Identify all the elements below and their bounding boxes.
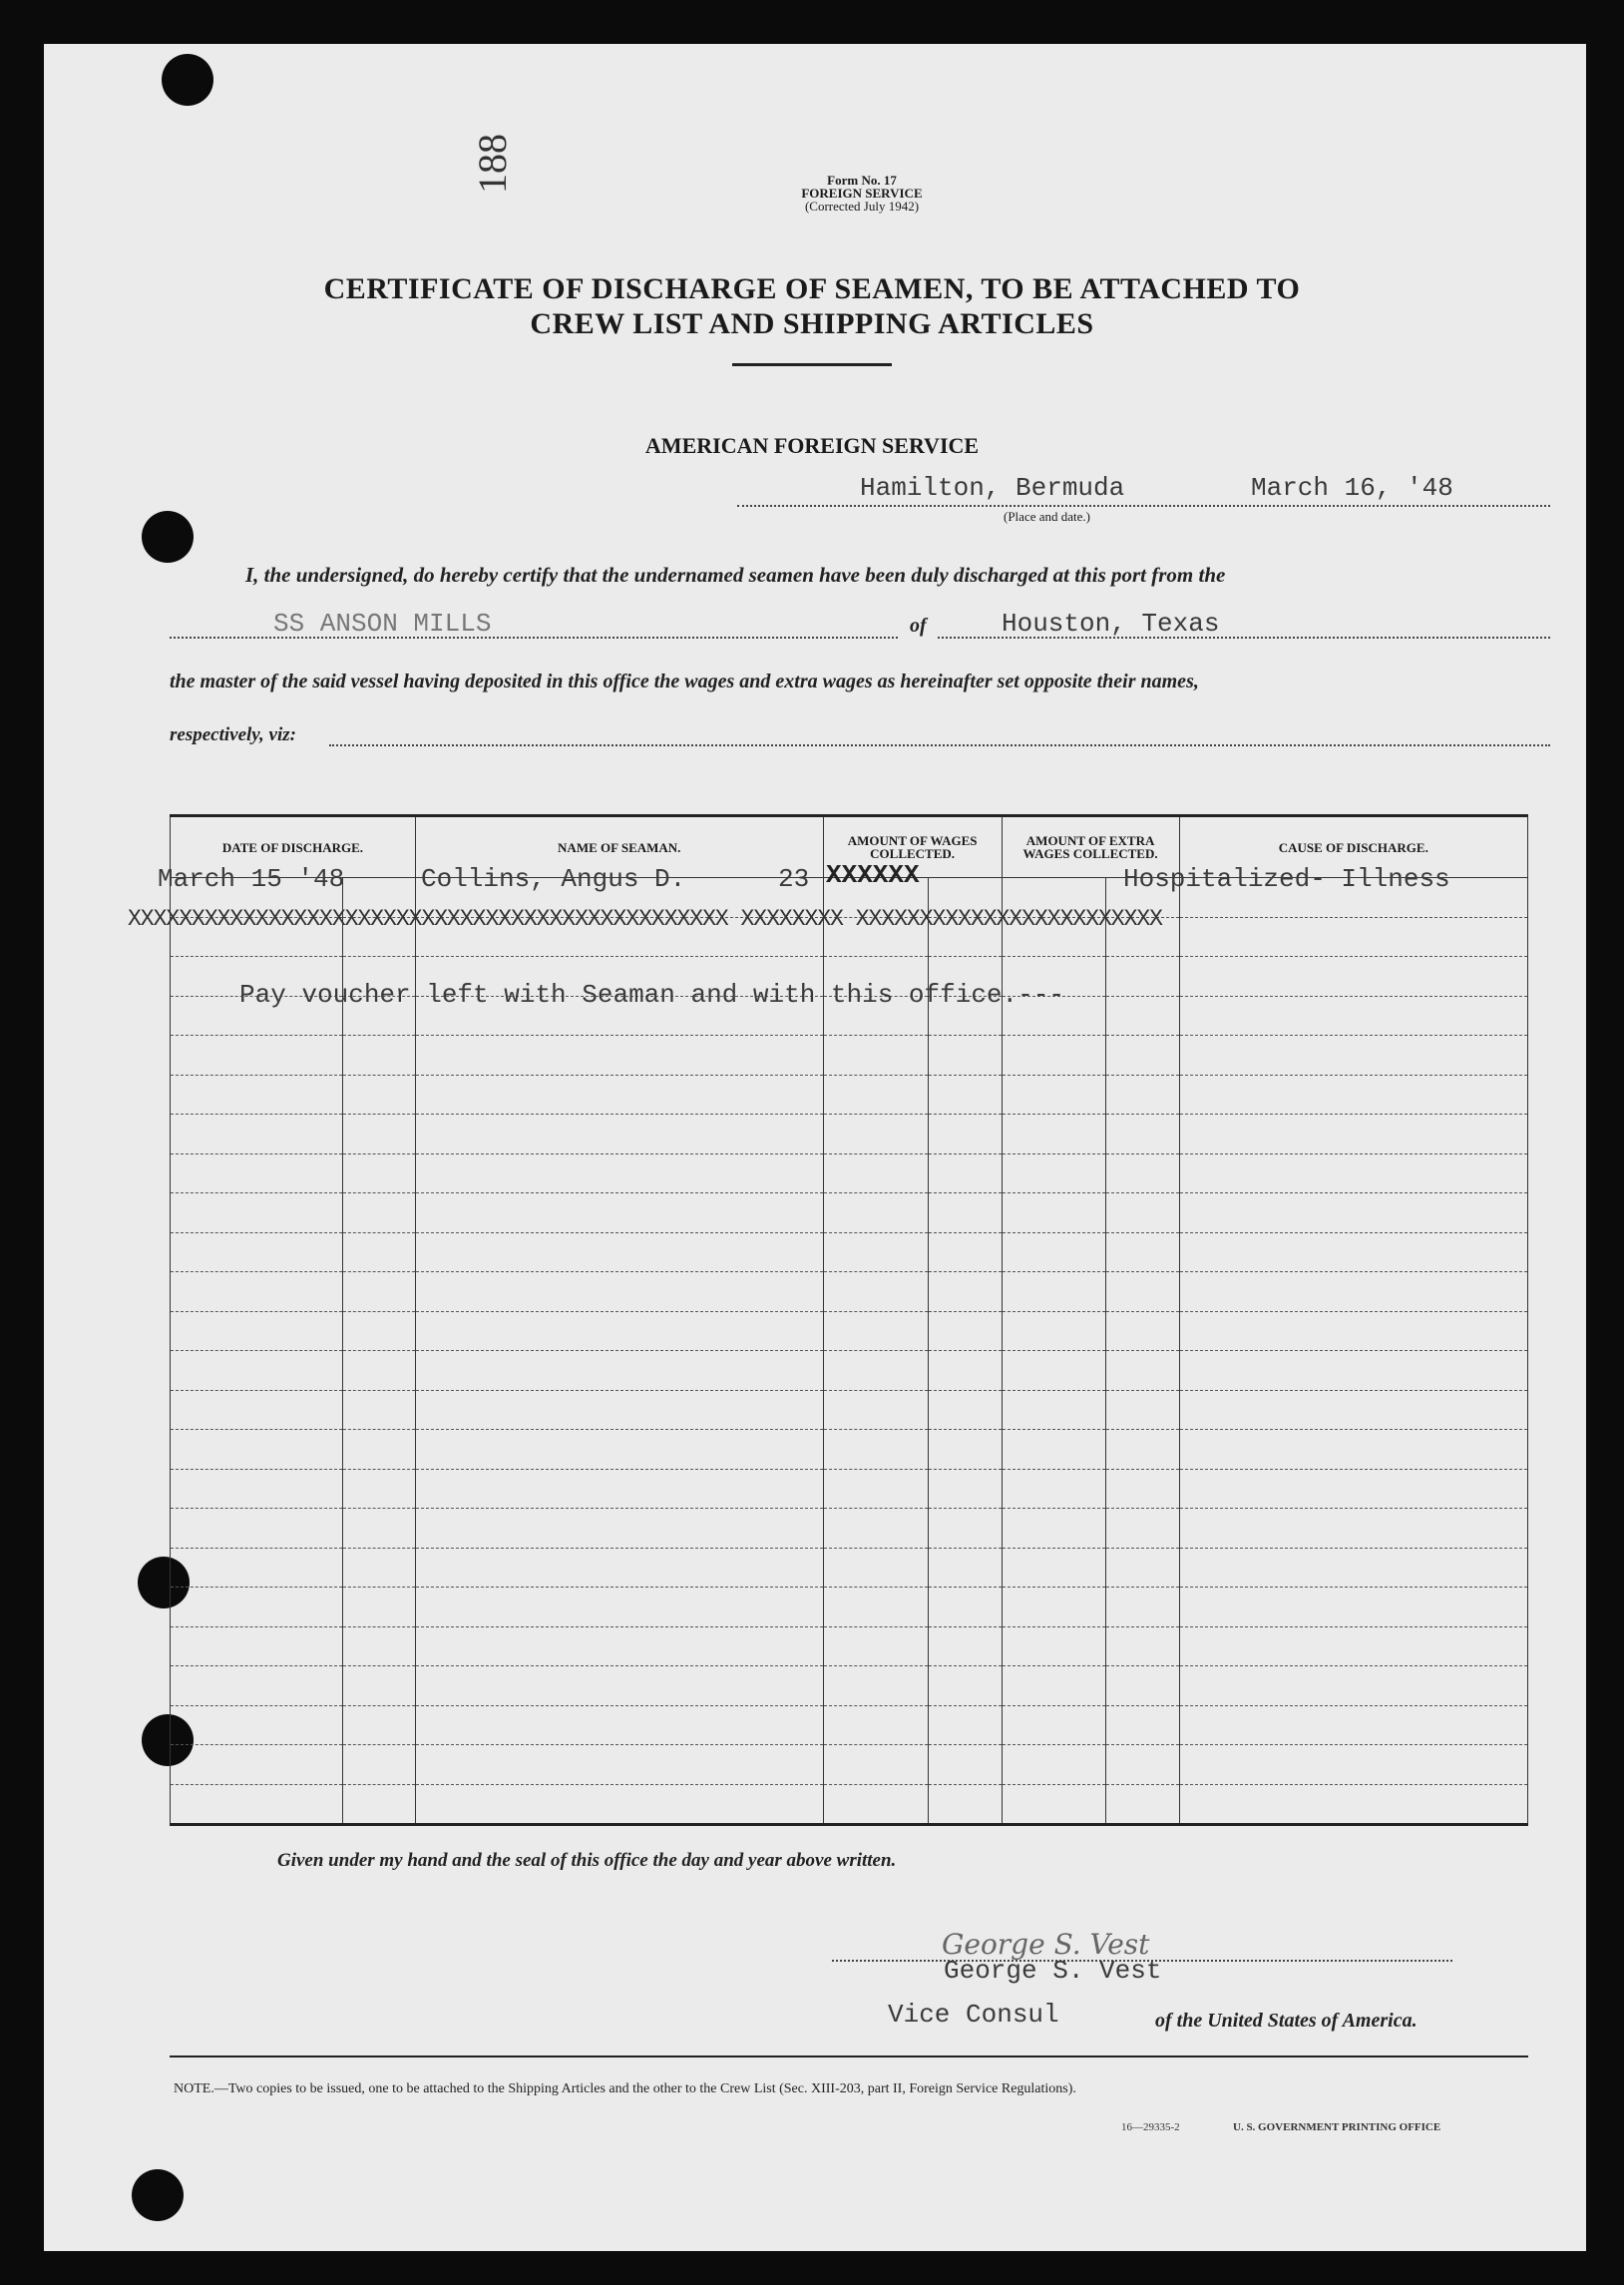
table-cell <box>342 1745 415 1785</box>
table-cell <box>1002 1232 1106 1272</box>
table-cell <box>171 1626 343 1666</box>
certify-text: I, the undersigned, do hereby certify that the undernamed seamen have been duly discharged at this port from the <box>245 563 1226 587</box>
table-cell <box>342 1666 415 1706</box>
strike-out-row: XXXXXXXXXXXXXXXXXXXXXXXXXXXXXXXXXXXXXXXXXXXXXXX XXXXXXXX XXXXXXXXXXXXXXXXXXXXXXXX <box>128 906 1162 932</box>
table-cell <box>1179 1626 1527 1666</box>
signature: George S. Vest <box>942 1928 1150 1961</box>
table-cell <box>929 1705 1002 1745</box>
table-cell <box>1002 1075 1106 1115</box>
table-cell <box>1179 1351 1527 1391</box>
table-cell <box>171 1115 343 1154</box>
table-cell <box>1179 1153 1527 1193</box>
table-row <box>171 1548 1528 1588</box>
table-cell <box>823 1469 929 1509</box>
table-row <box>171 1666 1528 1706</box>
table-cell <box>1106 1666 1179 1706</box>
table-cell <box>1179 1469 1527 1509</box>
table-cell <box>929 1469 1002 1509</box>
entry-name: Collins, Angus D. <box>421 864 686 894</box>
given-under-hand: Given under my hand and the seal of this office the day and year above written. <box>277 1850 897 1871</box>
table-cell <box>342 1509 415 1549</box>
table-cell <box>1179 957 1527 997</box>
table-cell <box>823 1548 929 1588</box>
table-cell <box>415 1430 823 1470</box>
table-cell <box>1179 1036 1527 1076</box>
table-cell <box>171 1588 343 1627</box>
typed-name: George S. Vest <box>944 1956 1162 1986</box>
table-cell <box>415 1075 823 1115</box>
table-cell <box>171 1666 343 1706</box>
printer-code: 16—29335-2 <box>1121 2121 1180 2133</box>
table-cell <box>415 1745 823 1785</box>
table-cell <box>342 1115 415 1154</box>
table-cell <box>171 1153 343 1193</box>
printer-name: U. S. GOVERNMENT PRINTING OFFICE <box>1233 2121 1441 2133</box>
punch-hole <box>132 2169 184 2221</box>
title-rule <box>732 363 892 366</box>
table-row <box>171 1430 1528 1470</box>
table-cell <box>1002 1153 1106 1193</box>
table-cell <box>415 1509 823 1549</box>
table-cell <box>823 1390 929 1430</box>
table-cell <box>1106 1272 1179 1312</box>
table-cell <box>415 1705 823 1745</box>
table-cell <box>171 1509 343 1549</box>
home-port: Houston, Texas <box>1002 609 1220 639</box>
table-cell <box>1106 1390 1179 1430</box>
table-cell <box>171 1232 343 1272</box>
table-cell <box>1179 917 1527 957</box>
table-row <box>171 1705 1528 1745</box>
form-service: FOREIGN SERVICE <box>801 186 923 201</box>
table-cell <box>415 1311 823 1351</box>
table-cell <box>1106 1588 1179 1627</box>
table-cell <box>171 1272 343 1312</box>
table-cell <box>1106 1075 1179 1115</box>
table-row <box>171 1115 1528 1154</box>
table-cell <box>1179 996 1527 1036</box>
of-label: of <box>910 615 927 637</box>
table-cell <box>1179 1115 1527 1154</box>
table-cell <box>342 1351 415 1391</box>
table-cell <box>415 1351 823 1391</box>
table-cell <box>415 1469 823 1509</box>
table-cell <box>342 1153 415 1193</box>
footer-rule <box>170 2056 1528 2057</box>
table-cell <box>1179 1311 1527 1351</box>
table-cell <box>342 1311 415 1351</box>
table-cell <box>823 1075 929 1115</box>
header-date: DATE OF DISCHARGE. <box>171 816 416 878</box>
table-cell <box>1002 1115 1106 1154</box>
discharge-certificate-page <box>44 44 1586 2251</box>
table-cell <box>1002 1745 1106 1785</box>
table-cell <box>1106 1745 1179 1785</box>
table-cell <box>1002 1036 1106 1076</box>
table-cell <box>929 1666 1002 1706</box>
table-cell <box>929 1745 1002 1785</box>
table-cell <box>929 1153 1002 1193</box>
title-line-2: CREW LIST AND SHIPPING ARTICLES <box>530 307 1094 340</box>
entry-date: March 15 '48 <box>158 864 345 894</box>
table-cell <box>1179 1548 1527 1588</box>
table-cell <box>929 1351 1002 1391</box>
table-cell <box>342 1272 415 1312</box>
table-cell <box>1002 1311 1106 1351</box>
table-cell <box>1002 1784 1106 1825</box>
table-cell <box>1002 1548 1106 1588</box>
note-text: NOTE.—Two copies to be issued, one to be attached to the Shipping Articles and the other to the Crew List (Sec. XIII-203, part II, Foreign Service Regulations). <box>174 2081 1076 2096</box>
table-cell <box>415 1784 823 1825</box>
table-cell <box>342 1705 415 1745</box>
table-cell <box>823 1784 929 1825</box>
table-cell <box>171 1745 343 1785</box>
table-cell <box>171 1390 343 1430</box>
table-cell <box>929 1588 1002 1627</box>
master-text: the master of the said vessel having deposited in this office the wages and extra wages as hereinafter set opposite their names, <box>170 671 1199 692</box>
table-cell <box>415 1153 823 1193</box>
table-cell <box>1106 1469 1179 1509</box>
table-cell <box>171 1784 343 1825</box>
punch-hole <box>142 511 194 563</box>
table-cell <box>1002 1626 1106 1666</box>
header-cause: CAUSE OF DISCHARGE. <box>1179 816 1527 878</box>
place-date-caption: (Place and date.) <box>1004 509 1090 524</box>
table-cell <box>415 1036 823 1076</box>
punch-hole <box>162 54 213 106</box>
table-row <box>171 1469 1528 1509</box>
table-row <box>171 1509 1528 1549</box>
table-cell <box>1106 1311 1179 1351</box>
table-cell <box>342 1548 415 1588</box>
table-row <box>171 1311 1528 1351</box>
form-number: Form No. 17 <box>827 173 897 188</box>
table-cell <box>823 1509 929 1549</box>
table-cell <box>342 1232 415 1272</box>
table-cell <box>823 1745 929 1785</box>
table-cell <box>171 1469 343 1509</box>
table-cell <box>1106 1705 1179 1745</box>
table-cell <box>823 1193 929 1233</box>
table-cell <box>1106 1193 1179 1233</box>
table-cell <box>1179 1588 1527 1627</box>
table-cell <box>1002 1390 1106 1430</box>
table-cell <box>1179 1666 1527 1706</box>
of-usa: of the United States of America. <box>1155 2010 1418 2032</box>
table-cell <box>929 1548 1002 1588</box>
table-cell <box>415 1390 823 1430</box>
header-wages: AMOUNT OF WAGES COLLECTED. <box>823 816 1002 878</box>
table-cell <box>342 1784 415 1825</box>
table-cell <box>1106 1115 1179 1154</box>
table-cell <box>823 1115 929 1154</box>
table-row <box>171 1193 1528 1233</box>
table-cell <box>1002 1430 1106 1470</box>
table-cell <box>929 1509 1002 1549</box>
entry-wages: 23 <box>778 864 810 894</box>
table-row <box>171 1588 1528 1627</box>
table-cell <box>823 1430 929 1470</box>
header-name: NAME OF SEAMAN. <box>415 816 823 878</box>
table-cell <box>415 1232 823 1272</box>
table-cell <box>1179 1509 1527 1549</box>
table-cell <box>1179 1193 1527 1233</box>
table-cell <box>1002 1588 1106 1627</box>
table-cell <box>929 1311 1002 1351</box>
remark-text: Pay voucher left with Seaman and with this office.--- <box>239 980 1064 1010</box>
table-cell <box>1179 1705 1527 1745</box>
table-cell <box>342 1075 415 1115</box>
table-cell <box>1179 1745 1527 1785</box>
table-cell <box>929 1193 1002 1233</box>
table-cell <box>342 1469 415 1509</box>
table-cell <box>823 1153 929 1193</box>
table-cell <box>1106 957 1179 997</box>
table-cell <box>823 1626 929 1666</box>
table-cell <box>1002 1193 1106 1233</box>
respectively-text: respectively, viz: <box>170 724 296 745</box>
table-cell <box>171 1036 343 1076</box>
title-vice-consul: Vice Consul <box>888 2000 1059 2030</box>
table-cell <box>1002 1666 1106 1706</box>
table-cell <box>1106 1232 1179 1272</box>
table-row <box>171 1390 1528 1430</box>
table-cell <box>823 1311 929 1351</box>
table-cell <box>1002 1351 1106 1391</box>
table-cell <box>1002 1705 1106 1745</box>
table-cell <box>1106 1036 1179 1076</box>
table-cell <box>171 1193 343 1233</box>
table-cell <box>342 1036 415 1076</box>
table-cell <box>929 1784 1002 1825</box>
table-cell <box>929 1036 1002 1076</box>
table-cell <box>342 1390 415 1430</box>
table-cell <box>1179 1232 1527 1272</box>
table-cell <box>171 1548 343 1588</box>
form-identifier <box>732 174 992 213</box>
title-line-1: CERTIFICATE OF DISCHARGE OF SEAMEN, TO BE ATTACHED TO <box>323 272 1301 305</box>
table-cell <box>929 1115 1002 1154</box>
table-cell <box>342 1626 415 1666</box>
table-cell <box>1106 1153 1179 1193</box>
table-row <box>171 1272 1528 1312</box>
document-title <box>243 271 1381 341</box>
date-value: March 16, '48 <box>1251 473 1453 503</box>
table-cell <box>929 1390 1002 1430</box>
table-cell <box>342 1588 415 1627</box>
table-row <box>171 1351 1528 1391</box>
entry-wages-struck: XXXXXX <box>826 860 920 890</box>
table-cell <box>929 1075 1002 1115</box>
table-row <box>171 1153 1528 1193</box>
table-cell <box>823 1666 929 1706</box>
table-cell <box>415 1115 823 1154</box>
table-row <box>171 1626 1528 1666</box>
table-cell <box>1179 1430 1527 1470</box>
table-cell <box>171 1351 343 1391</box>
table-cell <box>1179 1784 1527 1825</box>
table-cell <box>415 1666 823 1706</box>
service-subtitle: AMERICAN FOREIGN SERVICE <box>644 433 980 458</box>
table-cell <box>1002 1509 1106 1549</box>
table-cell <box>1179 1390 1527 1430</box>
table-cell <box>171 1430 343 1470</box>
respectively-line <box>329 744 1550 746</box>
table-cell <box>1002 1469 1106 1509</box>
table-row <box>171 1075 1528 1115</box>
table-cell <box>1106 1784 1179 1825</box>
table-cell <box>1179 1272 1527 1312</box>
table-cell <box>171 1311 343 1351</box>
table-row <box>171 1745 1528 1785</box>
table-cell <box>823 1705 929 1745</box>
table-cell <box>415 1548 823 1588</box>
table-cell <box>1106 1351 1179 1391</box>
table-row <box>171 1232 1528 1272</box>
stamped-number: 188 <box>470 134 515 194</box>
table-cell <box>415 1193 823 1233</box>
table-cell <box>171 1075 343 1115</box>
table-cell <box>823 1588 929 1627</box>
table-cell <box>415 1626 823 1666</box>
table-cell <box>1106 1626 1179 1666</box>
table-row <box>171 1036 1528 1076</box>
table-cell <box>929 1430 1002 1470</box>
table-cell <box>171 1705 343 1745</box>
place-value: Hamilton, Bermuda <box>860 473 1125 503</box>
table-cell <box>929 1232 1002 1272</box>
table-cell <box>1106 1509 1179 1549</box>
table-cell <box>823 1036 929 1076</box>
place-date-line <box>737 505 1550 507</box>
table-cell <box>1179 1075 1527 1115</box>
table-cell <box>1002 1272 1106 1312</box>
entry-cause: Hospitalized- Illness <box>1123 864 1450 894</box>
table-cell <box>823 1232 929 1272</box>
table-cell <box>342 1430 415 1470</box>
table-cell <box>823 1351 929 1391</box>
vessel-name: SS ANSON MILLS <box>273 609 492 639</box>
table-cell <box>1106 1430 1179 1470</box>
table-row <box>171 1784 1528 1825</box>
table-cell <box>929 1626 1002 1666</box>
header-extra-wages: AMOUNT OF EXTRA WAGES COLLECTED. <box>1002 816 1179 878</box>
table-cell <box>1106 996 1179 1036</box>
table-cell <box>342 1193 415 1233</box>
table-cell <box>1106 1548 1179 1588</box>
table-cell <box>929 1272 1002 1312</box>
form-corrected: (Corrected July 1942) <box>804 199 920 214</box>
discharge-table <box>170 814 1528 1826</box>
table-cell <box>415 1588 823 1627</box>
table-cell <box>823 1272 929 1312</box>
table-cell <box>415 1272 823 1312</box>
